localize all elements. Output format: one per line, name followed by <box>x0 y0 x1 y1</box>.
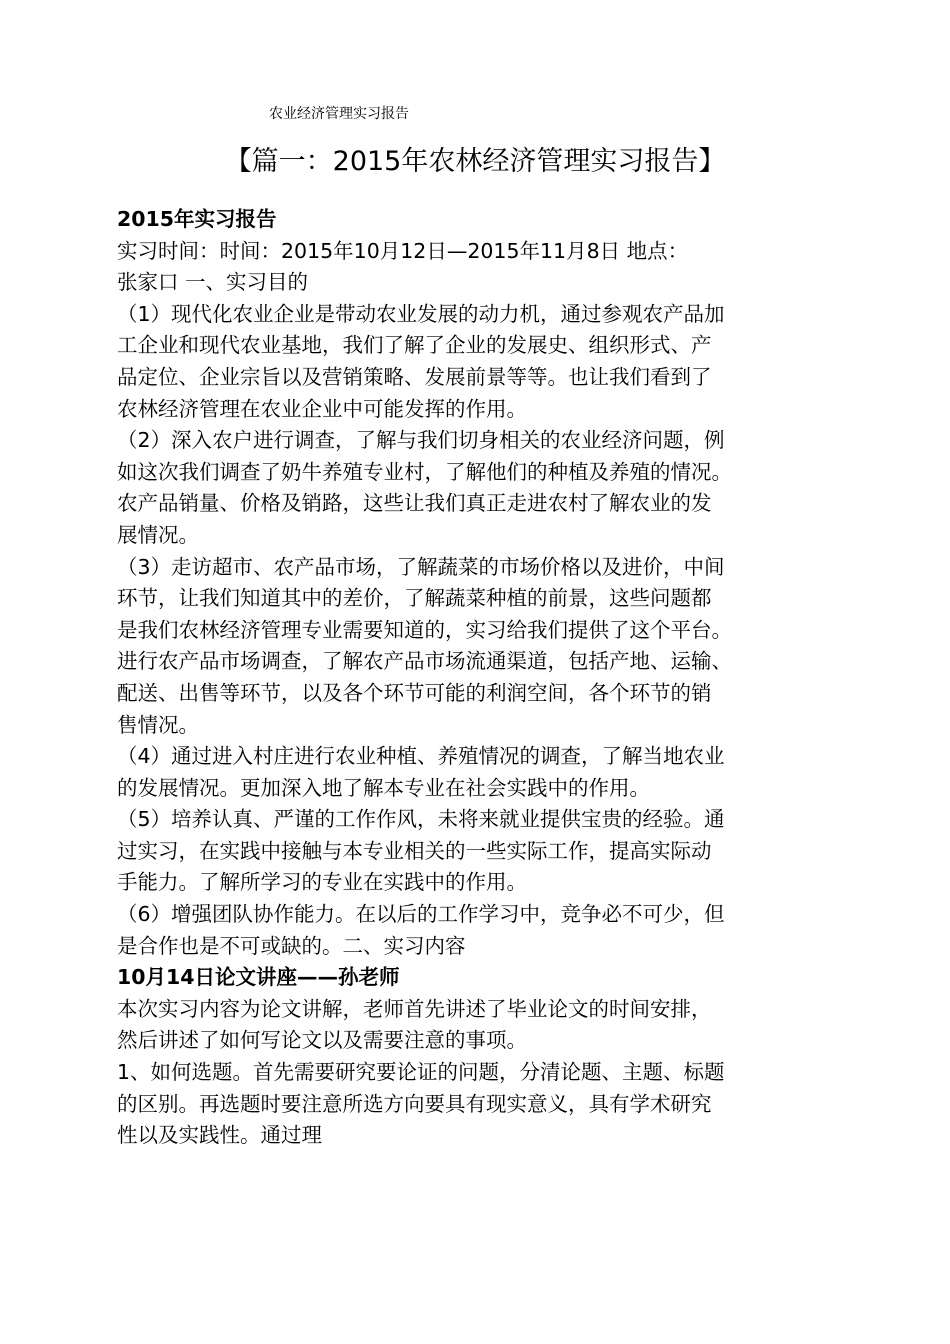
body-line: （5）培养认真、严谨的工作作风，未将来就业提供宝贵的经验。通 <box>117 807 725 832</box>
body-line: 环节，让我们知道其中的差价，了解蔬菜种植的前景，这些问题都 <box>117 586 712 611</box>
body-line: （6）增强团队协作能力。在以后的工作学习中，竞争必不可少，但 <box>117 902 725 927</box>
body-line: （2）深入农户进行调查，了解与我们切身相关的农业经济问题，例 <box>117 428 725 453</box>
body-line: 配送、出售等环节，以及各个环节可能的利润空间，各个环节的销 <box>117 680 712 705</box>
body-line: 的区别。再选题时要注意所选方向要具有现实意义，具有学术研究 <box>117 1091 712 1116</box>
body-line: 2015年实习报告 <box>117 207 277 231</box>
body-line: 10月14日论文讲座——孙老师 <box>117 965 400 990</box>
body-line: 是我们农林经济管理专业需要知道的，实习给我们提供了这个平台。 <box>117 617 732 642</box>
body-line: 展情况。 <box>117 522 199 547</box>
body-line: 品定位、企业宗旨以及营销策略、发展前景等等。也让我们看到了 <box>117 364 712 389</box>
body-line: （3）走访超市、农产品市场，了解蔬菜的市场价格以及进价，中间 <box>117 554 725 579</box>
document-title: 【篇一：2015年农林经济管理实习报告】 <box>224 146 726 177</box>
body-line: 的发展情况。更加深入地了解本专业在社会实践中的作用。 <box>117 775 650 800</box>
body-line: 售情况。 <box>117 712 199 737</box>
body-line: 农林经济管理在农业企业中可能发挥的作用。 <box>117 396 527 421</box>
body-line: （1）现代化农业企业是带动农业发展的动力机，通过参观农产品加 <box>117 301 725 326</box>
body-line: 然后讲述了如何写论文以及需要注意的事项。 <box>117 1028 527 1053</box>
body-line: 手能力。了解所学习的专业在实践中的作用。 <box>117 870 527 895</box>
body-line: 农产品销量、价格及销路，这些让我们真正走进农村了解农业的发 <box>117 491 712 516</box>
body-line: 进行农产品市场调查，了解农产品市场流通渠道，包括产地、运输、 <box>117 649 732 674</box>
body-line: （4）通过进入村庄进行农业种植、养殖情况的调查，了解当地农业 <box>117 744 725 769</box>
body-line: 是合作也是不可或缺的。二、实习内容 <box>117 933 466 958</box>
running-header: 农业经济管理实习报告 <box>269 106 409 122</box>
body-line: 1、如何选题。首先需要研究要论证的问题，分清论题、主题、标题 <box>117 1060 725 1085</box>
body-line: 性以及实践性。通过理 <box>117 1123 322 1148</box>
body-line: 张家口 一、实习目的 <box>117 270 309 295</box>
body-line: 实习时间：时间：2015年10月12日—2015年11月8日 地点： <box>117 238 689 263</box>
body-line: 过实习，在实践中接触与本专业相关的一些实际工作，提高实际动 <box>117 838 712 863</box>
document-body <box>117 204 837 1152</box>
body-line: 工企业和现代农业基地，我们了解了企业的发展史、组织形式、产 <box>117 333 712 358</box>
body-line: 如这次我们调查了奶牛养殖专业村，了解他们的种植及养殖的情况。 <box>117 459 732 484</box>
body-line: 本次实习内容为论文讲解，老师首先讲述了毕业论文的时间安排， <box>117 996 712 1021</box>
